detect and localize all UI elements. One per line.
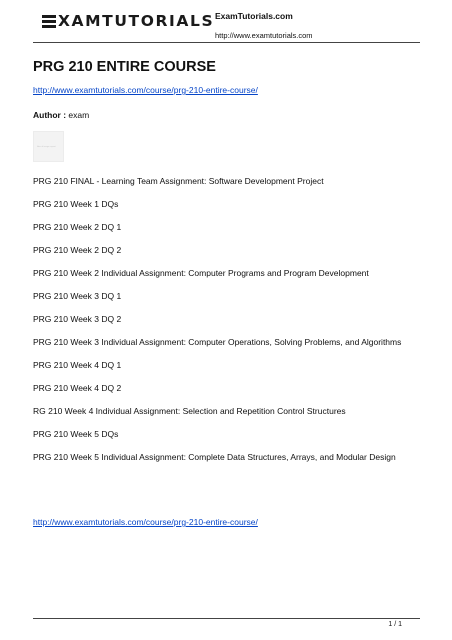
list-item: PRG 210 Week 2 Individual Assignment: Computer Programs and Program Development [33, 268, 369, 278]
list-item: PRG 210 Week 2 DQ 2 [33, 245, 122, 255]
thumbnail-caption: fiber of image capset [37, 146, 56, 148]
page-number: 1 / 1 [388, 621, 402, 628]
list-item: PRG 210 Week 3 Individual Assignment: Computer Operations, Solving Problems, and Algorithms [33, 337, 402, 347]
course-item-list [33, 176, 403, 475]
site-url: http://www.examtutorials.com [215, 31, 313, 40]
list-item: PRG 210 Week 4 DQ 1 [33, 360, 122, 370]
list-item: PRG 210 Week 5 Individual Assignment: Complete Data Structures, Arrays, and Modular Design [33, 452, 396, 462]
list-item: PRG 210 Week 1 DQs [33, 199, 119, 209]
list-item: PRG 210 FINAL - Learning Team Assignment: Software Development Project [33, 176, 324, 186]
list-item: PRG 210 Week 4 DQ 2 [33, 383, 122, 393]
page-title: PRG 210 ENTIRE COURSE [33, 59, 216, 75]
course-thumbnail [33, 131, 64, 162]
author-name: exam [68, 110, 90, 120]
list-item: PRG 210 Week 3 DQ 1 [33, 291, 122, 301]
logo-text: XAMTUTORIALS [58, 12, 215, 30]
list-item: PRG 210 Week 2 DQ 1 [33, 222, 122, 232]
author-line [33, 110, 89, 120]
list-item: RG 210 Week 4 Individual Assignment: Selection and Repetition Control Structures [33, 406, 346, 416]
header-divider [33, 42, 420, 43]
course-link-top[interactable]: http://www.examtutorials.com/course/prg-210-entire-course/ [33, 85, 258, 95]
list-item: PRG 210 Week 3 DQ 2 [33, 314, 122, 324]
footer-divider [33, 618, 420, 619]
list-item: PRG 210 Week 5 DQs [33, 429, 119, 439]
course-link-bottom[interactable]: http://www.examtutorials.com/course/prg-210-entire-course/ [33, 517, 258, 527]
site-logo[interactable] [42, 14, 214, 30]
logo-e-icon [42, 15, 56, 28]
author-label: Author : [33, 110, 67, 120]
site-name: ExamTutorials.com [215, 11, 293, 21]
